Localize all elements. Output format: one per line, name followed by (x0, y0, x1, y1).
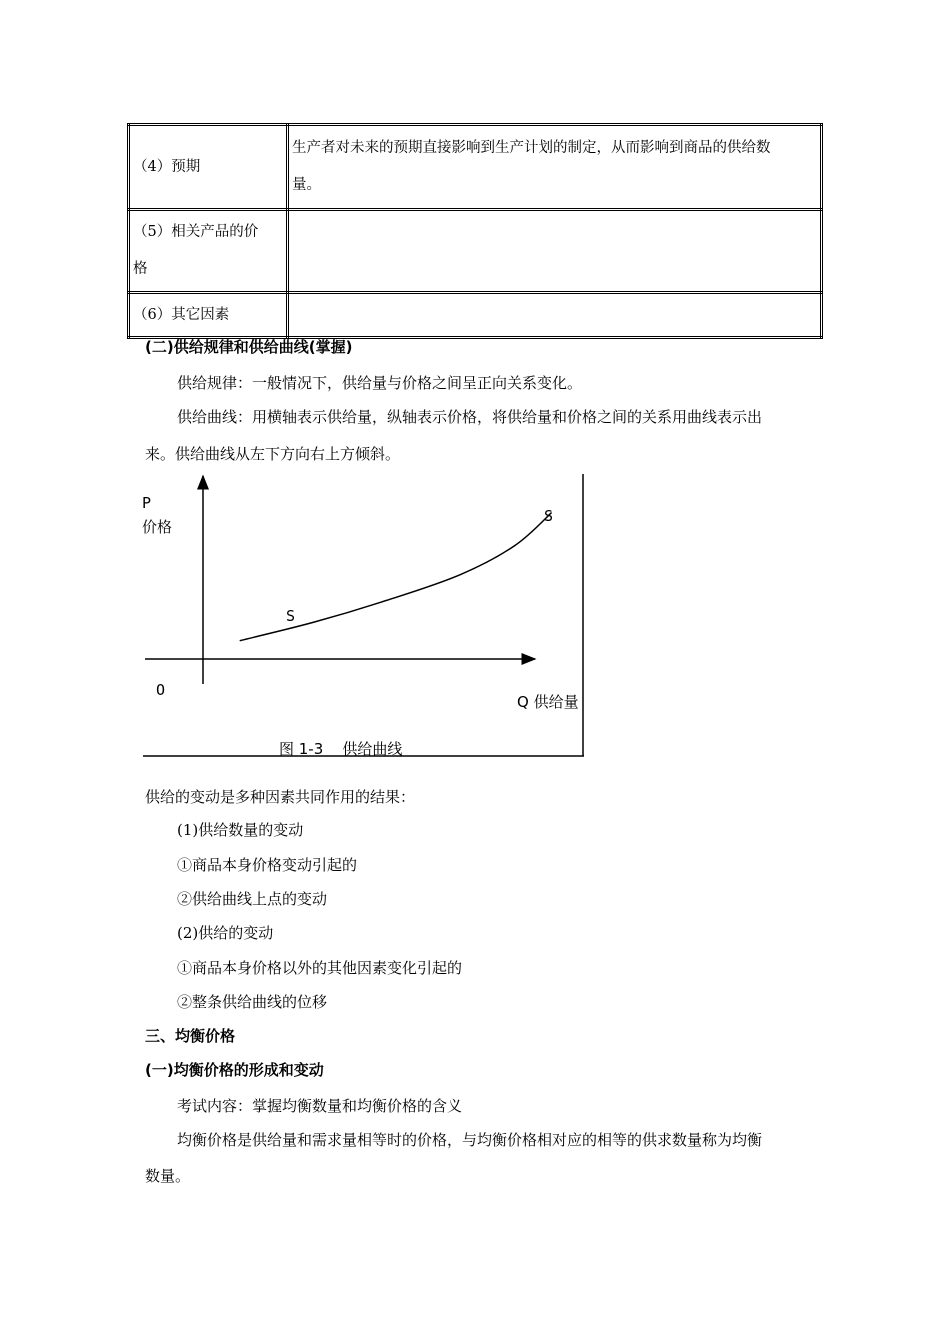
exam-content-text: 考试内容：掌握均衡数量和均衡价格的含义 (177, 1097, 463, 1115)
section-heading: (二)供给规律和供给曲线(掌握) (145, 338, 353, 356)
section-heading: 三、均衡价格 (145, 1027, 236, 1045)
table-row (129, 210, 822, 293)
equilibrium-definition: 均衡价格是供给量和需求量相等时的价格，与均衡价格相对应的相等的供求数量称为均衡 (177, 1131, 763, 1149)
list-item: ①商品本身价格变动引起的 (177, 856, 358, 874)
list-item: (2)供给的变动 (177, 924, 274, 942)
factor-cell (129, 293, 288, 338)
equilibrium-definition-cont: 数量。 (145, 1167, 191, 1185)
supply-curve-chart (140, 470, 590, 760)
list-item: (1)供给数量的变动 (177, 821, 304, 839)
supply-factors-table (127, 123, 823, 339)
supply-curve-text-cont: 来。供给曲线从左下方向右上方倾斜。 (145, 445, 401, 463)
factor-cell (129, 125, 288, 210)
x-axis-label: Q 供给量 (517, 693, 579, 711)
y-axis-label: 价格 (142, 518, 173, 536)
factor-label: （6）其它因素 (133, 306, 230, 323)
supply-law-text: 供给规律：一般情况下，供给量与价格之间呈正向关系变化。 (177, 374, 583, 392)
factor-cell (129, 210, 288, 293)
y-axis-symbol: P (142, 494, 152, 512)
supply-curve-figure (140, 470, 590, 760)
table-row (129, 293, 822, 338)
description-cell (288, 210, 822, 293)
factor-label-line: 格 (133, 261, 148, 277)
supply-curve-text: 供给曲线：用横轴表示供给量，纵轴表示价格，将供给量和价格之间的关系用曲线表示出 (177, 408, 763, 426)
figure-caption: 图 1-3 供给曲线 (279, 740, 403, 758)
list-item: ②整条供给曲线的位移 (177, 993, 328, 1011)
description-line: 量。 (292, 177, 321, 193)
list-item: ①商品本身价格以外的其他因素变化引起的 (177, 959, 463, 977)
factor-label-line: （5）相关产品的价 (133, 224, 259, 240)
factor-label: （4）预期 (133, 158, 201, 175)
description-cell (288, 293, 822, 338)
origin-label: O (156, 681, 166, 699)
description-cell (288, 125, 822, 210)
description-line: 生产者对未来的预期直接影响到生产计划的制定，从而影响到商品的供给数 (292, 140, 771, 156)
changes-intro: 供给的变动是多种因素共同作用的结果： (145, 788, 416, 806)
subsection-heading: (一)均衡价格的形成和变动 (145, 1061, 324, 1079)
table-row (129, 125, 822, 210)
list-item: ②供给曲线上点的变动 (177, 890, 328, 908)
curve-label-start: S (286, 607, 296, 625)
curve-label-end: S (544, 507, 554, 525)
